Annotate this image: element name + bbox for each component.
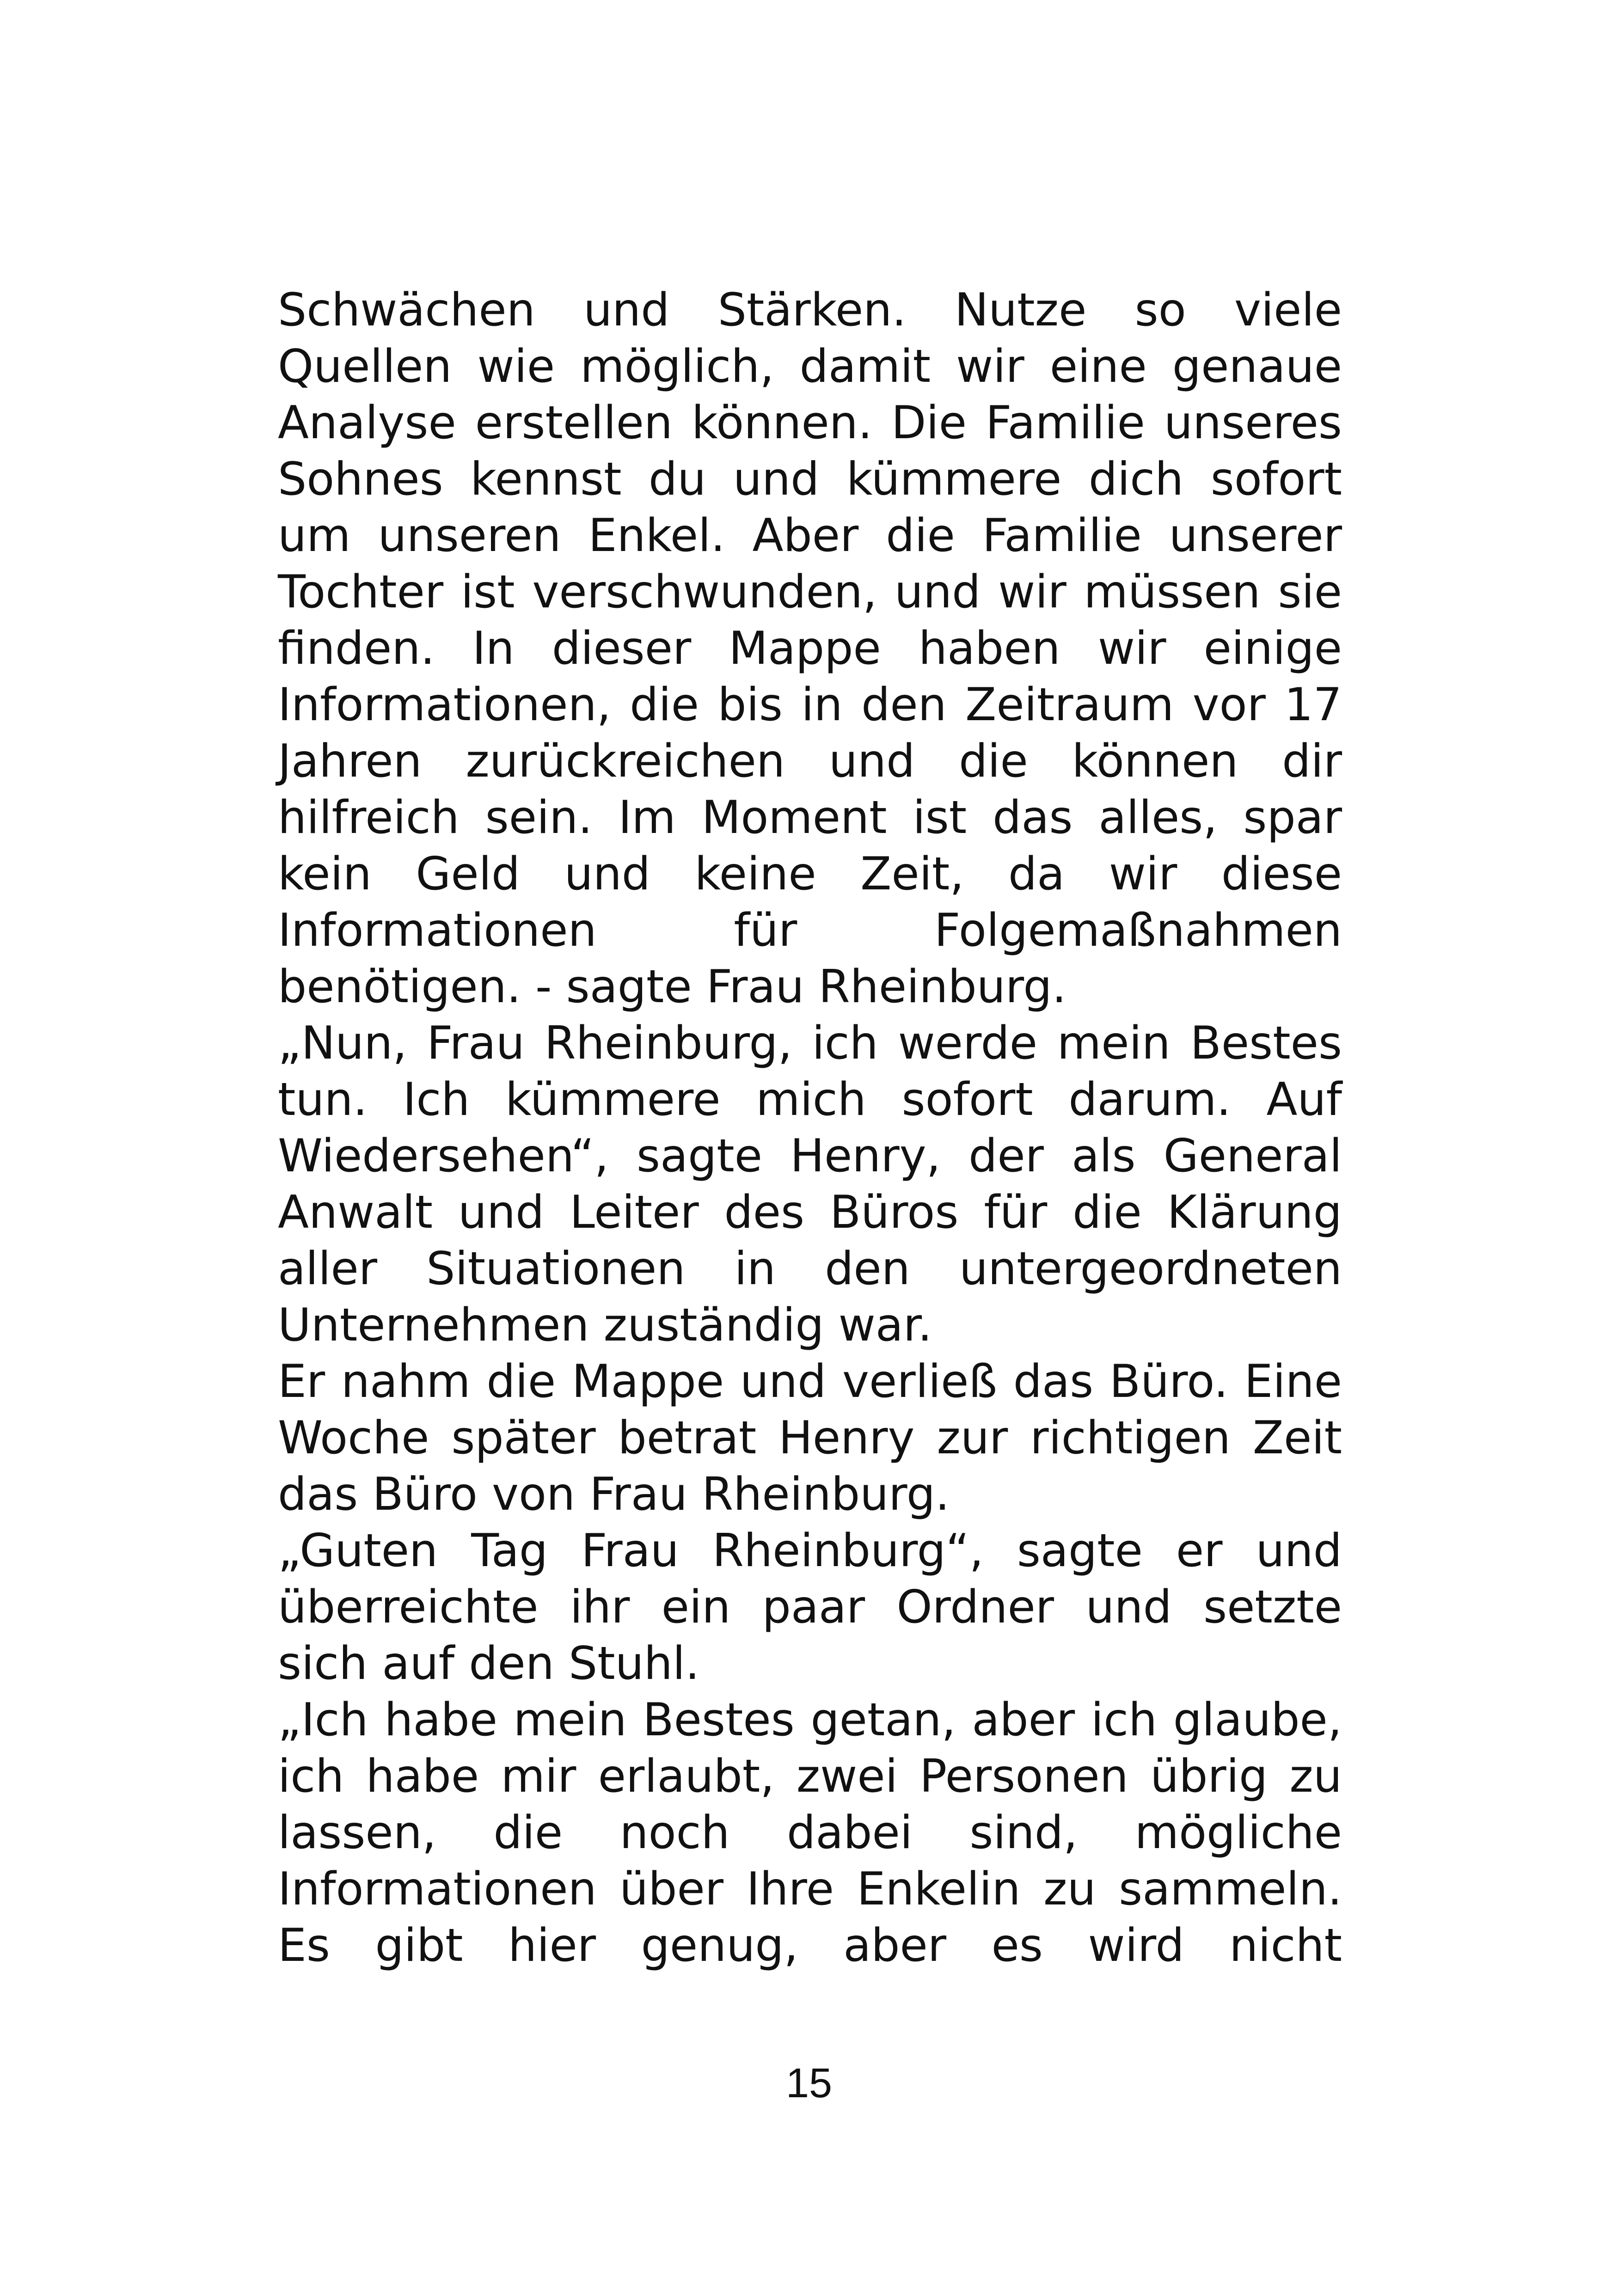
text-line: benötigen. - sagte Frau Rheinburg. <box>278 961 1066 1013</box>
text-line: sich auf den Stuhl. <box>278 1637 700 1690</box>
text-line: Woche später betrat Henry zur richtigen Zeit <box>278 1412 1342 1464</box>
text-line: Tochter ist verschwunden, und wir müssen sie <box>278 566 1342 618</box>
text-line: Unternehmen zuständig war. <box>278 1299 932 1352</box>
text-line: Analyse erstellen können. Die Familie unseres <box>278 397 1342 449</box>
text-line: Jahren zurückreichen und die können dir <box>278 735 1342 788</box>
text-line: tun. Ich kümmere mich sofort darum. Auf <box>278 1073 1342 1126</box>
body-text <box>278 282 1342 1974</box>
text-line: Informationen, die bis in den Zeitraum vor 17 <box>278 679 1342 731</box>
text-line: aller Situationen in den untergeordneten <box>278 1243 1342 1295</box>
text-line: Er nahm die Mappe und verließ das Büro. Eine <box>278 1355 1342 1408</box>
text-line: kein Geld und keine Zeit, da wir diese <box>278 848 1342 900</box>
text-line: Informationen über Ihre Enkelin zu sammeln. <box>278 1863 1342 1916</box>
text-line: hilfreich sein. Im Moment ist das alles, spar <box>278 791 1342 844</box>
text-line: „Guten Tag Frau Rheinburg“, sagte er und <box>278 1525 1342 1577</box>
text-line: Schwächen und Stärken. Nutze so viele <box>278 284 1342 337</box>
text-line: „Nun, Frau Rheinburg, ich werde mein Bestes <box>278 1017 1342 1070</box>
text-line: Quellen wie möglich, damit wir eine genaue <box>278 340 1342 393</box>
text-line: überreichte ihr ein paar Ordner und setzte <box>278 1581 1342 1634</box>
text-line: Anwalt und Leiter des Büros für die Klärung <box>278 1186 1342 1239</box>
text-line: lassen, die noch dabei sind, mögliche <box>278 1806 1342 1859</box>
text-line: „Ich habe mein Bestes getan, aber ich glaube, <box>278 1694 1342 1746</box>
text-line: Wiedersehen“, sagte Henry, der als General <box>278 1130 1342 1182</box>
text-line: um unseren Enkel. Aber die Familie unserer <box>278 509 1342 562</box>
text-line: Informationen für Folgemaßnahmen <box>278 904 1342 957</box>
text-line: finden. In dieser Mappe haben wir einige <box>278 622 1342 675</box>
text-line: Es gibt hier genug, aber es wird nicht <box>278 1919 1342 1972</box>
text-line: Sohnes kennst du und kümmere dich sofort <box>278 453 1342 506</box>
text-line: ich habe mir erlaubt, zwei Personen übrig zu <box>278 1750 1342 1803</box>
page-number: 15 <box>785 2060 833 2106</box>
text-line: das Büro von Frau Rheinburg. <box>278 1468 950 1521</box>
